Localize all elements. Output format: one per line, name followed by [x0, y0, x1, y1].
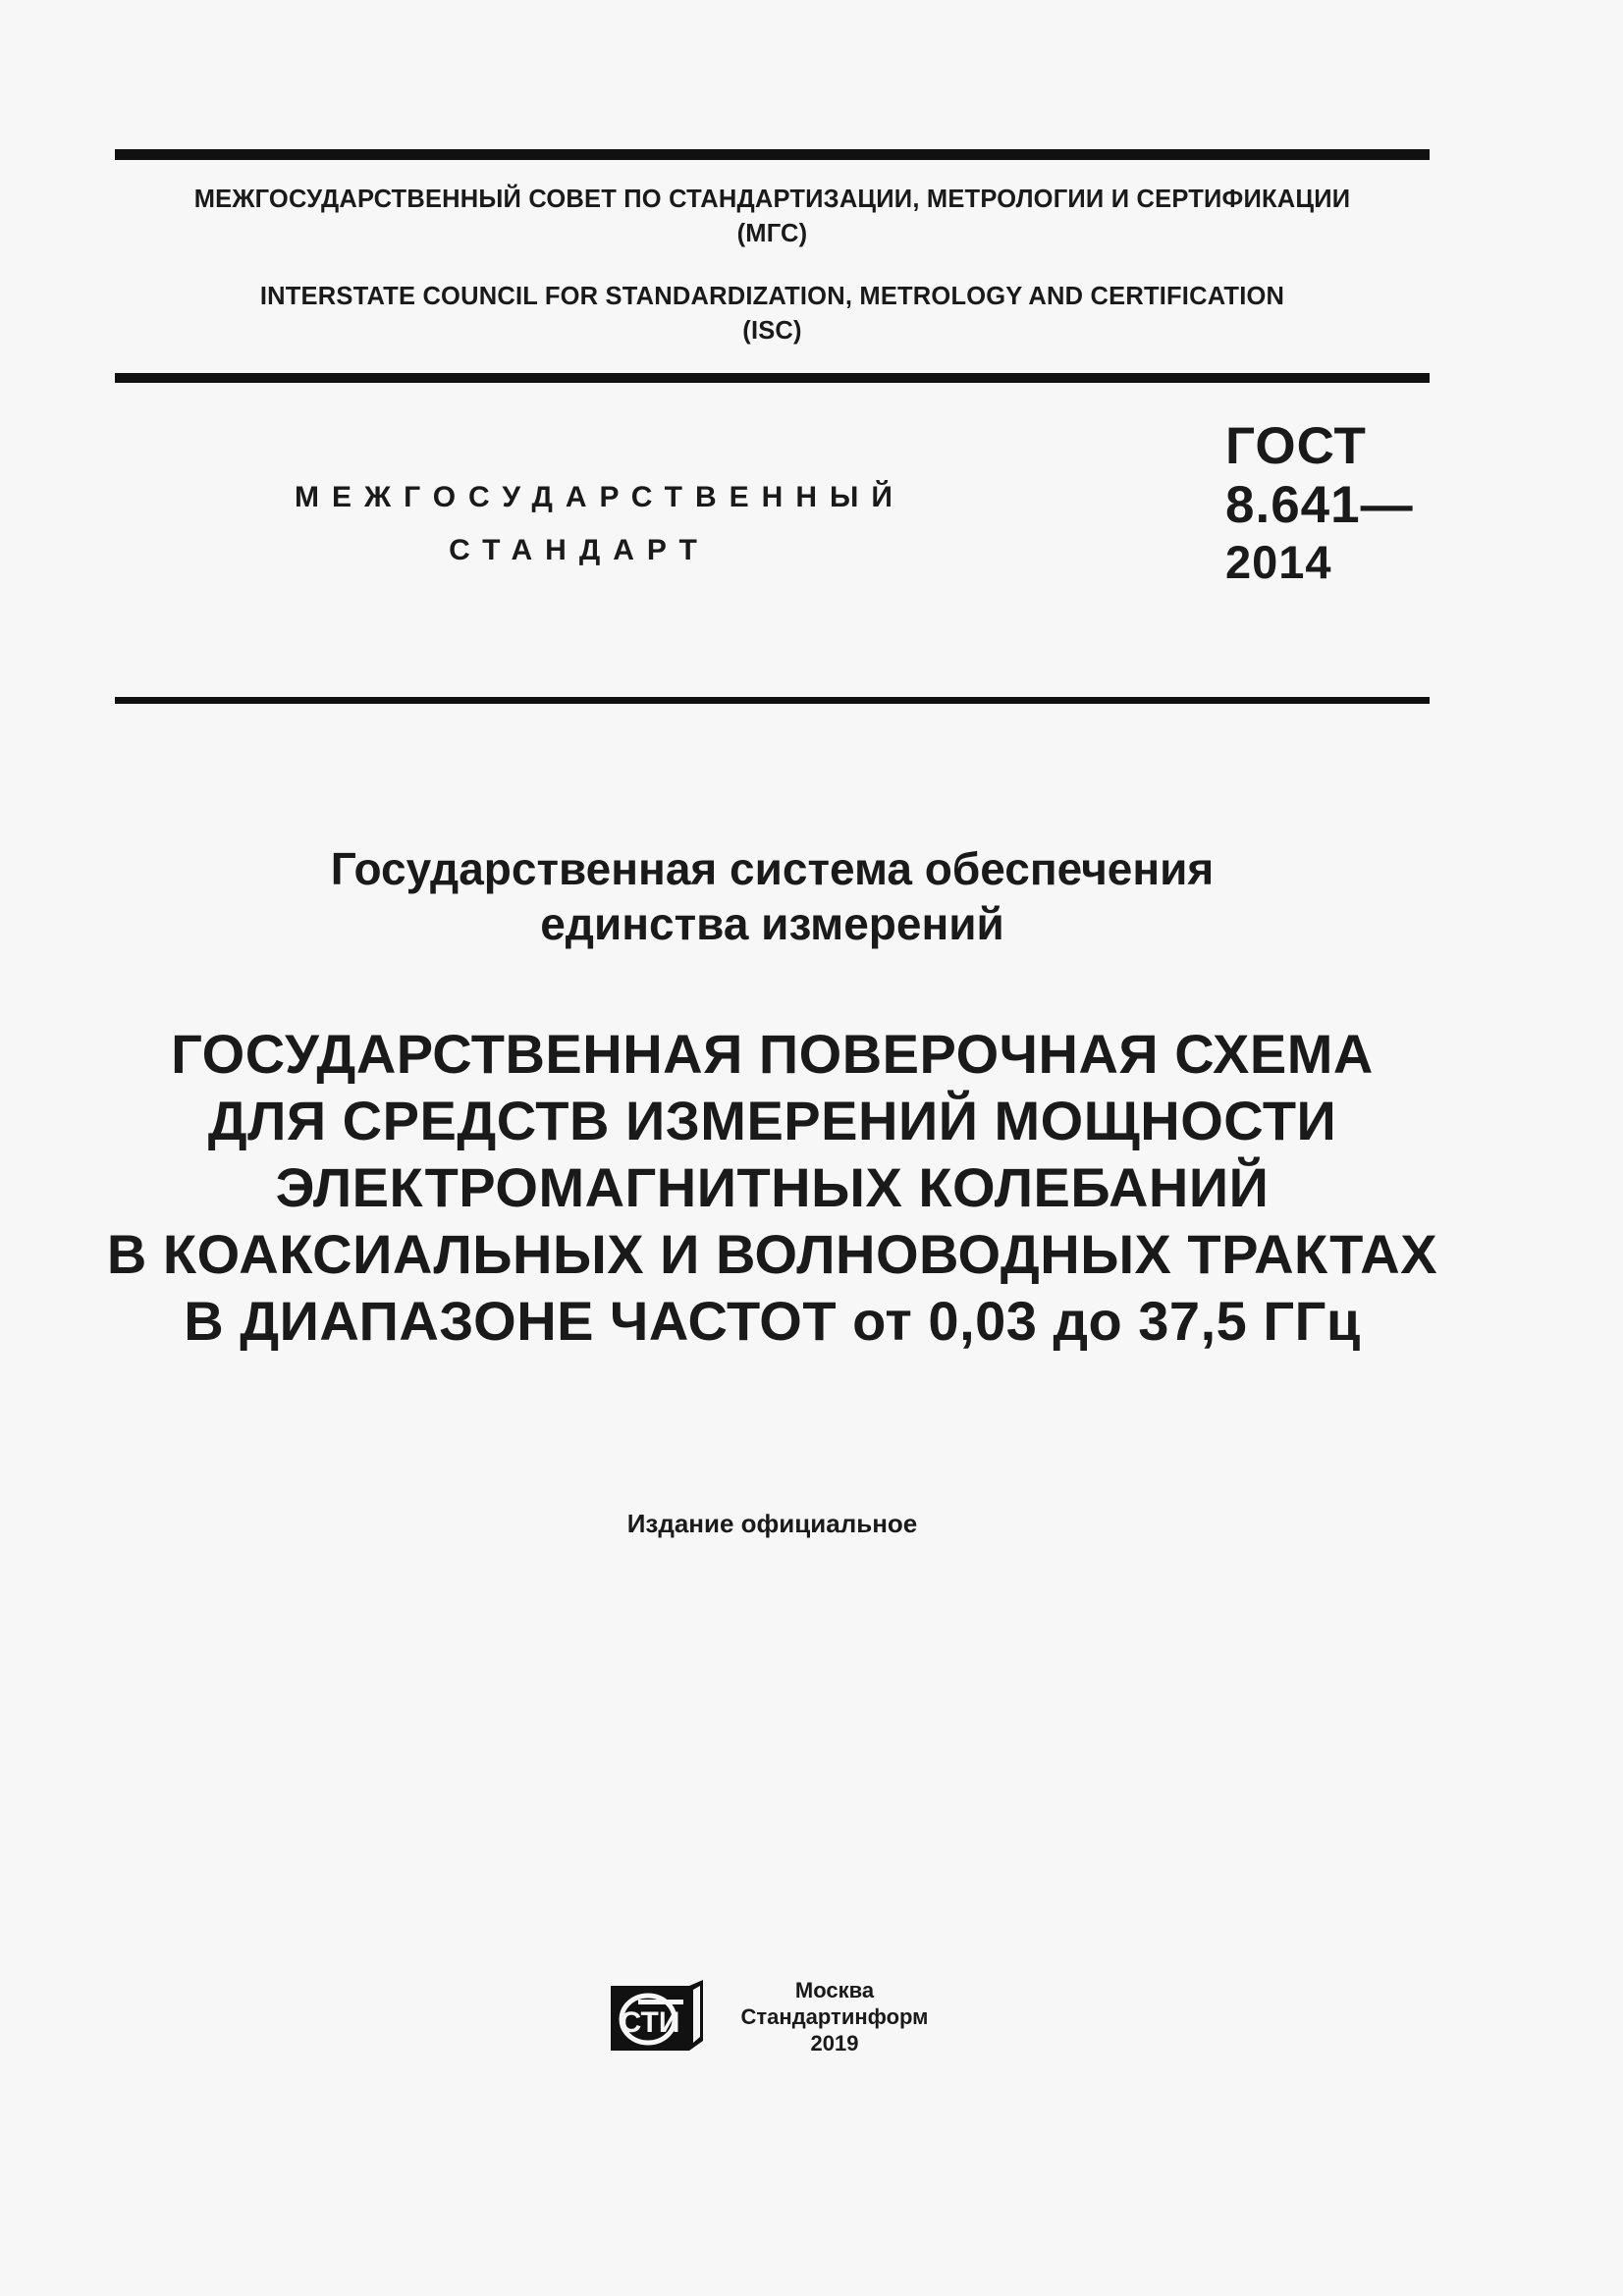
council-name-ru-line: МЕЖГОСУДАРСТВЕННЫЙ СОВЕТ ПО СТАНДАРТИЗАЦИИ, МЕТРОЛОГИИ И СЕРТИФИКАЦИИ [193, 186, 1351, 213]
gost-year: 2014 [1225, 536, 1332, 588]
system-title-line2: единства измерений [540, 898, 1004, 949]
council-abbr-ru: (МГС) [736, 220, 808, 247]
council-name-ru [115, 183, 1430, 251]
gost-number: 8.641— [1225, 476, 1414, 534]
document-title-line: ГОСУДАРСТВЕННАЯ ПОВЕРОЧНАЯ СХЕМА [171, 1023, 1374, 1085]
standard-kind [295, 471, 905, 577]
middle-divider [115, 373, 1430, 383]
publisher-block [727, 1977, 943, 2056]
publisher-name: Стандартинформ [740, 2004, 929, 2029]
standard-kind-line1: МЕЖГОСУДАРСТВЕННЫЙ [295, 481, 905, 513]
standard-kind-line2: СТАНДАРТ [449, 534, 710, 566]
gost-prefix: ГОСТ [1225, 417, 1367, 475]
gost-designation [1225, 417, 1414, 590]
document-title-line: ДЛЯ СРЕДСТВ ИЗМЕРЕНИЙ МОЩНОСТИ [207, 1090, 1337, 1151]
council-name-en [115, 280, 1430, 348]
system-title-line1: Государственная система обеспечения [330, 843, 1215, 894]
document-title-line: В КОАКСИАЛЬНЫХ И ВОЛНОВОДНЫХ ТРАКТАХ [106, 1223, 1438, 1285]
document-title-line: В ДИАПАЗОНЕ ЧАСТОТ от 0,03 до 37,5 ГГц [184, 1290, 1361, 1352]
council-abbr-en: (ISC) [742, 317, 802, 345]
document-title [98, 1021, 1446, 1355]
logo-text: СТИ [620, 2006, 680, 2039]
system-title [115, 841, 1430, 951]
publisher-city: Москва [794, 1978, 875, 2002]
top-divider [115, 149, 1430, 160]
edition-label: Издание официальное [626, 1509, 918, 1538]
document-title-line: ЭЛЕКТРОМАГНИТНЫХ КОЛЕБАНИЙ [275, 1156, 1270, 1218]
council-name-en-line: INTERSTATE COUNCIL FOR STANDARDIZATION, METROLOGY AND CERTIFICATION [259, 283, 1285, 310]
publisher-year: 2019 [810, 2031, 859, 2056]
standartinform-logo-icon [609, 1978, 707, 2053]
bottom-divider [115, 697, 1430, 704]
